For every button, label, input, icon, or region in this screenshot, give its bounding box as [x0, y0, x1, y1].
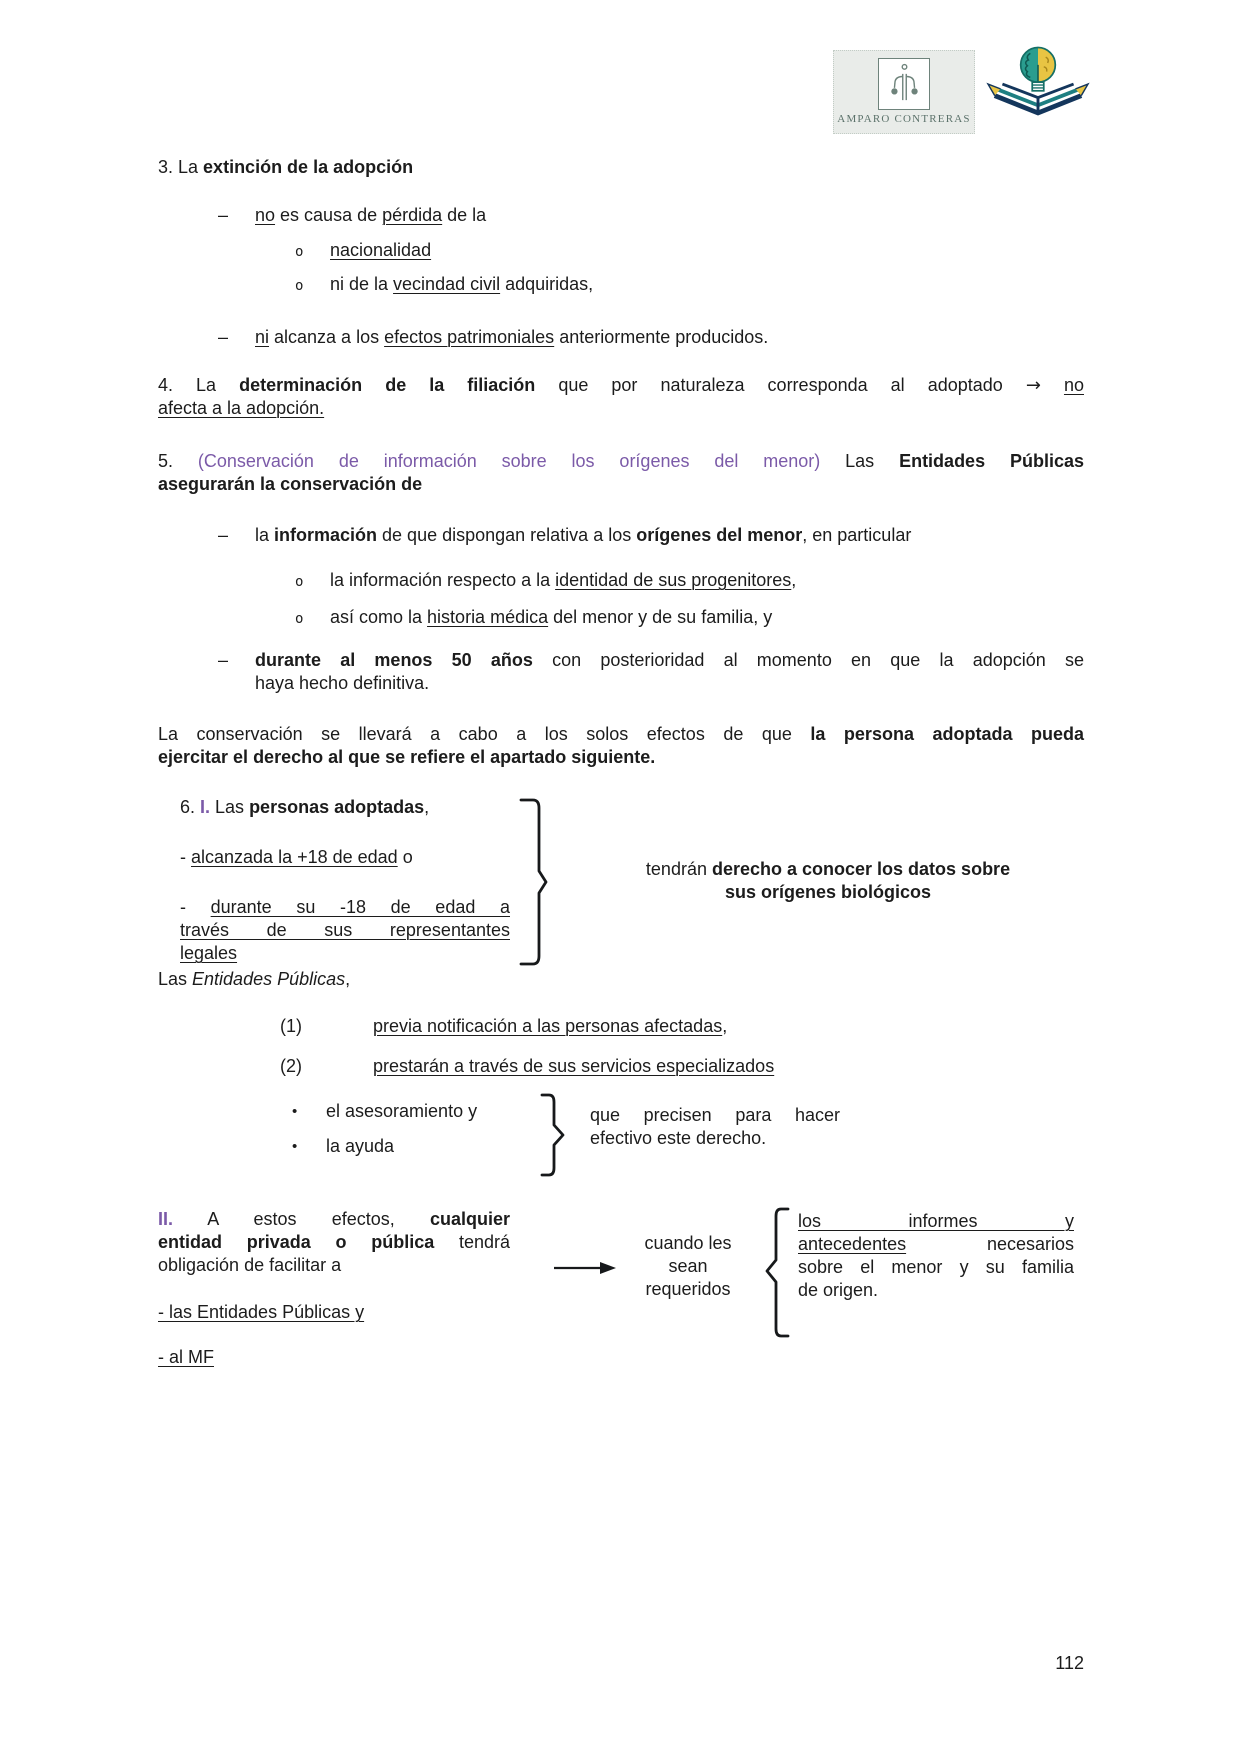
- item-number: (1): [280, 1016, 302, 1036]
- text-run: información: [274, 525, 378, 545]
- text-run: efectos patrimoniales: [384, 327, 555, 347]
- text-run: que precisen para hacer: [590, 1105, 840, 1125]
- text-line: [255, 672, 1084, 695]
- text-run: Las: [158, 969, 193, 989]
- text-run: afecta a la adopción.: [158, 398, 325, 418]
- list-item: [158, 326, 1084, 349]
- text-run: la información respecto a la: [330, 570, 556, 590]
- text-line: [158, 1208, 510, 1231]
- text-run: el asesoramiento y: [326, 1101, 478, 1121]
- text-run: - las Entidades Públicas y: [158, 1302, 365, 1322]
- list-item: [158, 569, 1084, 592]
- section6-right-note: [608, 858, 1048, 904]
- text-run: (Conservación de información sobre los orígenes del menor): [197, 451, 821, 471]
- text-run: alcanza a los: [269, 327, 385, 347]
- list-item: [158, 524, 1084, 547]
- text-run: la: [255, 525, 275, 545]
- document-body: [158, 156, 1084, 1373]
- text-line: [158, 374, 1084, 397]
- text-run: de origen.: [798, 1280, 879, 1300]
- dash-marker: –: [218, 327, 229, 347]
- text-line: [158, 1254, 510, 1277]
- text-run: pérdida: [382, 205, 443, 225]
- section6-heading: [180, 796, 510, 819]
- text-run: no: [1063, 375, 1084, 395]
- text-run: extinción de la adopción: [203, 157, 414, 177]
- text-run: durante su -18 de edad a: [210, 897, 510, 917]
- text-line: [158, 1231, 510, 1254]
- list-item: [158, 1301, 510, 1324]
- list-item: [158, 204, 1084, 227]
- dash-marker: –: [218, 650, 229, 670]
- section2-right-note: [798, 1210, 1074, 1302]
- list-item: [158, 606, 1084, 629]
- columns-emblem-icon: [878, 58, 930, 110]
- section2-diagram: [158, 1208, 1084, 1373]
- list-item: [158, 273, 1084, 296]
- text-run: , en particular: [802, 525, 912, 545]
- text-line: [158, 473, 1084, 496]
- text-run: entidad privada o pública: [158, 1232, 435, 1252]
- text-run: anteriormente producidos.: [554, 327, 769, 347]
- text-run: nacionalidad: [330, 240, 432, 260]
- text-run: ejercitar el derecho al que se refiere el apartado siguiente.: [158, 747, 656, 767]
- text-run: - al MF: [158, 1347, 214, 1367]
- text-run: durante al menos 50 años: [255, 650, 533, 670]
- text-run: obligación de facilitar a: [158, 1255, 342, 1275]
- right-arrow-icon: [553, 1260, 617, 1276]
- amparo-contreras-logo: [833, 50, 975, 134]
- text-run: 6.: [180, 797, 201, 817]
- text-line: [255, 649, 1084, 672]
- text-run: no: [255, 205, 276, 225]
- text-run: sobre el menor y su familia: [798, 1257, 1074, 1277]
- text-run: o: [397, 847, 413, 867]
- text-line: [158, 397, 1084, 420]
- text-run: del menor y de su familia, y: [548, 607, 773, 627]
- text-run: tendrá: [434, 1232, 510, 1252]
- text-run: haya hecho definitiva.: [255, 673, 430, 693]
- text-line: [798, 1279, 1074, 1302]
- services-diagram: [158, 1098, 1084, 1178]
- text-run: orígenes del menor: [636, 525, 803, 545]
- text-run: identidad de sus progenitores: [555, 570, 792, 590]
- list-item: [158, 1346, 510, 1369]
- text-run: personas adoptadas: [249, 797, 425, 817]
- section2-left-column: [158, 1208, 510, 1369]
- text-run: adquiridas,: [500, 274, 594, 294]
- list-item: [180, 896, 510, 965]
- text-run: Entidades Públicas: [899, 451, 1084, 471]
- text-line: [158, 746, 1084, 769]
- text-run: ,: [791, 570, 797, 590]
- text-line: [180, 919, 510, 942]
- circle-marker: o: [295, 244, 304, 260]
- entities-heading: [158, 968, 1084, 991]
- text-run: determinación de la filiación: [239, 375, 536, 395]
- list-item: [180, 846, 510, 869]
- text-run: Las: [210, 797, 250, 817]
- section6-left-column: [180, 796, 510, 965]
- text-run: asegurarán la conservación de: [158, 474, 423, 494]
- text-run: A estos efectos,: [173, 1209, 430, 1229]
- text-line: [158, 450, 1084, 473]
- text-run: la persona adoptada pueda: [810, 724, 1084, 744]
- condition-note: cuando les sean requeridos: [644, 1233, 732, 1299]
- text-run: ,: [424, 797, 430, 817]
- text-run: 5.: [158, 451, 198, 471]
- text-run: 3. La: [158, 157, 204, 177]
- numbered-item: [158, 1055, 1084, 1078]
- brand-name: AMPARO CONTRERAS: [837, 113, 971, 125]
- dash-marker: –: [218, 205, 229, 225]
- text-run: los informes y: [798, 1211, 1074, 1231]
- circle-marker: o: [295, 278, 304, 294]
- text-run: La conservación se llevará a cabo a los solos efectos de que: [158, 724, 811, 744]
- text-run: 4. La: [158, 375, 240, 395]
- text-line: [180, 896, 510, 919]
- section3-heading: [158, 156, 1084, 179]
- text-run: cualquier: [429, 1209, 510, 1229]
- text-run: -: [180, 847, 191, 867]
- left-brace-icon: [764, 1206, 791, 1340]
- bullet-marker: •: [292, 1103, 298, 1120]
- text-run: legales: [180, 943, 238, 963]
- text-line: [608, 881, 1048, 904]
- circle-marker: o: [295, 611, 304, 627]
- text-run: derecho a conocer los datos sobre: [711, 859, 1011, 879]
- text-line: [798, 1256, 1074, 1279]
- text-run: alcanzada la +18 de edad: [191, 847, 398, 867]
- text-run: ,: [345, 969, 351, 989]
- text-run: con posterioridad al momento en que la adopción se: [532, 650, 1084, 670]
- dash-marker: –: [218, 525, 229, 545]
- right-brace-icon: [540, 1092, 566, 1178]
- text-run: vecindad civil: [393, 274, 501, 294]
- brain-book-logo: [985, 36, 1091, 136]
- text-run: II.: [158, 1209, 174, 1229]
- right-arrow-glyph: →: [1025, 375, 1041, 396]
- item-number: (2): [280, 1056, 302, 1076]
- text-run: efectivo este derecho.: [590, 1128, 767, 1148]
- text-line: [590, 1127, 840, 1150]
- text-run: Las: [820, 451, 900, 471]
- numbered-item: [158, 1015, 1084, 1038]
- text-run: tendrán: [645, 859, 712, 879]
- text-run: sus orígenes biológicos: [724, 882, 932, 902]
- text-run: ni de la: [330, 274, 394, 294]
- circle-marker: o: [295, 574, 304, 590]
- text-run: Entidades Públicas: [192, 969, 346, 989]
- section4-paragraph: [158, 374, 1084, 420]
- text-run: historia médica: [427, 607, 549, 627]
- services-right-note: [590, 1104, 840, 1150]
- text-line: [158, 723, 1084, 746]
- section6-diagram: [158, 796, 1084, 968]
- right-bracket-icon: [518, 796, 550, 968]
- text-run: antecedentes: [798, 1234, 907, 1254]
- text-run: ni: [255, 327, 270, 347]
- list-item: [158, 239, 1084, 262]
- text-run: es causa de: [275, 205, 383, 225]
- text-run: ,: [722, 1016, 728, 1036]
- text-run: que por naturaleza corresponda al adoptado: [535, 375, 1026, 395]
- text-run: de la: [442, 205, 487, 225]
- text-run: de que dispongan relativa a los: [377, 525, 637, 545]
- text-run: previa notificación a las personas afectadas: [373, 1016, 723, 1036]
- text-run: través de sus representantes: [180, 920, 510, 940]
- text-run: prestarán a través de sus servicios especializados: [373, 1056, 775, 1076]
- text-run: la ayuda: [326, 1136, 395, 1156]
- list-item: [158, 649, 1084, 695]
- text-run: necesarios: [906, 1234, 1074, 1254]
- conservation-paragraph: [158, 723, 1084, 769]
- text-line: [608, 858, 1048, 881]
- text-run: -: [180, 897, 211, 917]
- text-line: [798, 1210, 1074, 1233]
- text-line: [180, 942, 510, 965]
- text-line: [590, 1104, 840, 1127]
- text-run: I.: [200, 797, 211, 817]
- text-line: [798, 1233, 1074, 1256]
- text-run: así como la: [330, 607, 428, 627]
- bullet-marker: •: [292, 1138, 298, 1155]
- page-number: 112: [1055, 1653, 1084, 1673]
- section5-heading: [158, 450, 1084, 496]
